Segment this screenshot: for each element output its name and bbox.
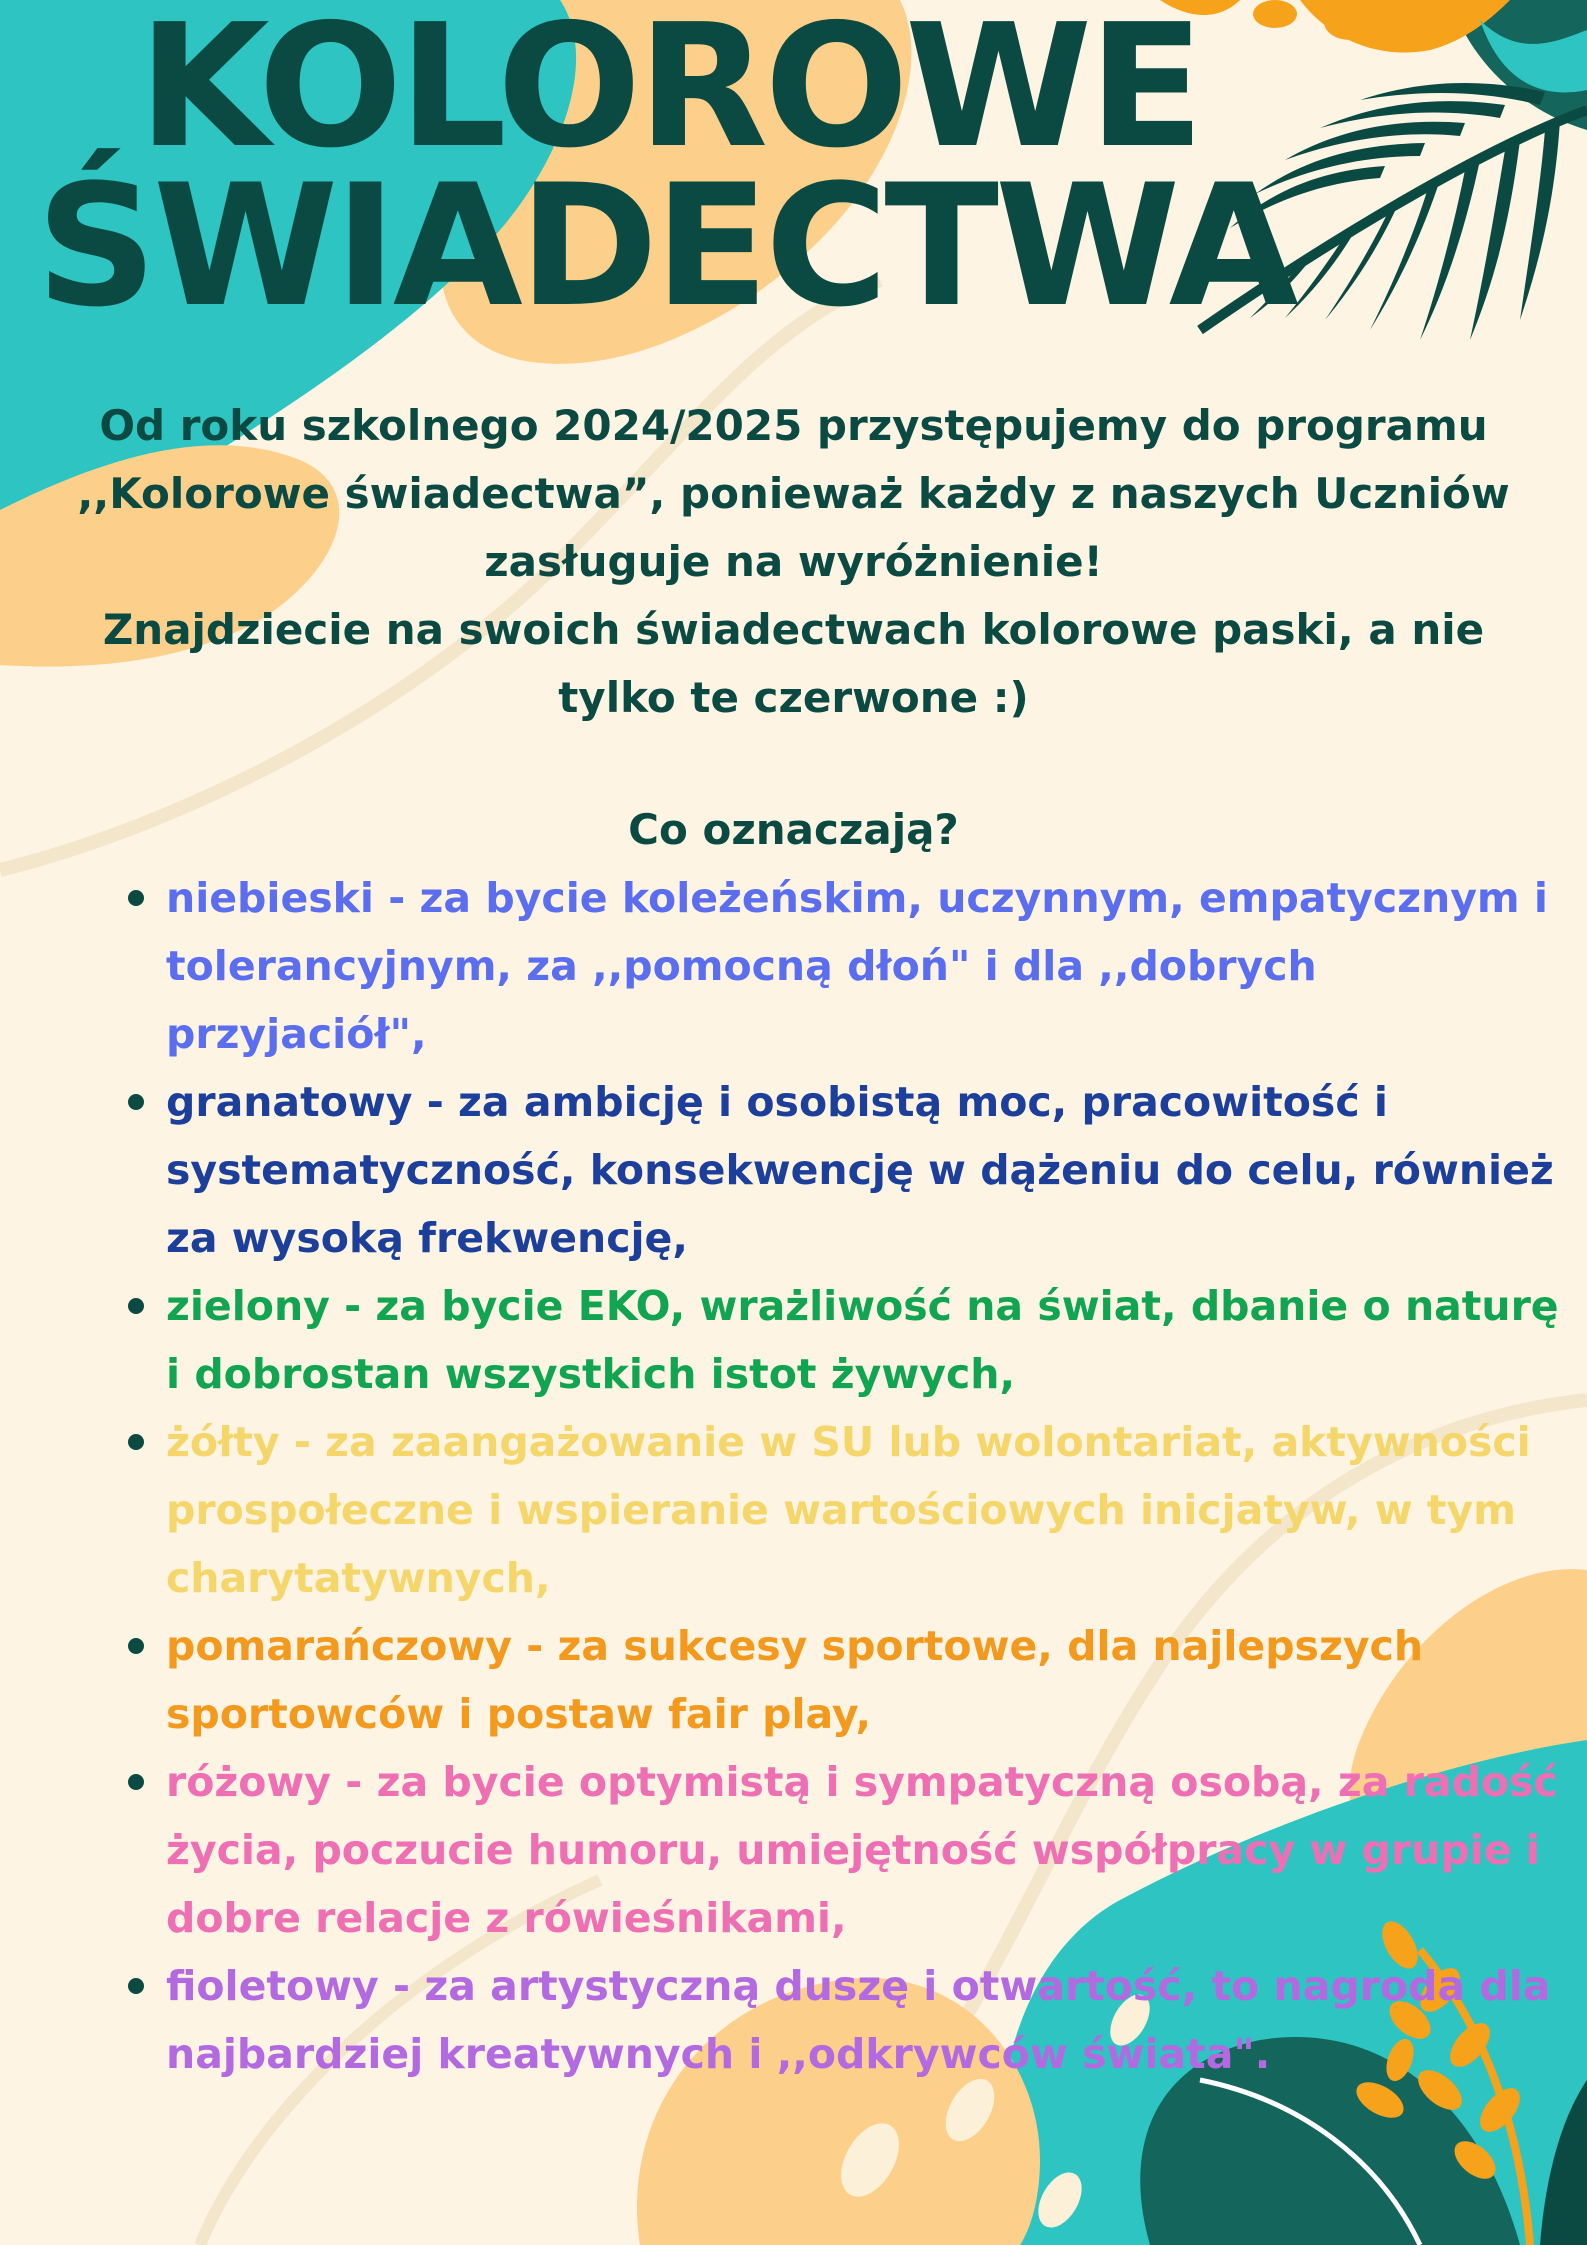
legend-item-purple (166, 1952, 1586, 2088)
legend-item-text: żółty - za zaangażowanie w SU lub wolontariat, aktywności prospołeczne i wspieranie wartościowych inicjatyw, w tym charytatywnych, (166, 1418, 1531, 1602)
legend-item-green (166, 1272, 1586, 1408)
legend-item-orange (166, 1612, 1586, 1748)
page-title-line-2: ŚWIADECTWA (36, 148, 1295, 344)
legend-item-text: pomarańczowy - za sukcesy sportowe, dla najlepszych sportowców i postaw fair play, (166, 1622, 1424, 1738)
legend-item-text: zielony - za bycie EKO, wrażliwość na świat, dbanie o naturę i dobrostan wszystkich istot żywych, (166, 1282, 1559, 1398)
bullet-icon (128, 1774, 144, 1790)
intro-paragraph-program: Od roku szkolnego 2024/2025 przystępujemy do programu ,,Kolorowe świadectwa”, ponieważ każdy z naszych Uczniów zasługuje na wyróżnienie! (77, 401, 1510, 586)
bullet-icon (128, 1298, 144, 1314)
legend-item-navy (166, 1068, 1586, 1272)
legend-item-text: różowy - za bycie optymistą i sympatyczną osobą, za radość życia, poczucie humoru, umiejętność współpracy w grupie i dobre relacje z rówieśnikami, (166, 1758, 1558, 1942)
legend-item-text: fioletowy - za artystyczną duszę i otwartość, to nagroda dla najbardziej kreatywnych i ,,odkrywców świata". (166, 1962, 1551, 2078)
bullet-icon (128, 1978, 144, 1994)
legend-item-pink (166, 1748, 1586, 1952)
bullet-icon (128, 1638, 144, 1654)
page-title-line-1: KOLOROWE (138, 0, 1201, 186)
legend-item-blue (166, 864, 1586, 1068)
legend-heading: Co oznaczają? (628, 805, 959, 854)
intro-paragraph-stripes: Znajdziecie na swoich świadectwach kolorowe paski, a nie tylko te czerwone :) (102, 605, 1485, 722)
bullet-icon (128, 890, 144, 906)
bullet-icon (128, 1094, 144, 1110)
legend-item-text: niebieski - za bycie koleżeńskim, uczynnym, empatycznym i tolerancyjnym, za ,,pomocną dłoń" i dla ,,dobrych przyjaciół", (166, 874, 1548, 1058)
intro-text (60, 392, 1527, 732)
legend-item-yellow (166, 1408, 1586, 1612)
legend-item-text: granatowy - za ambicję i osobistą moc, pracowitość i systematyczność, konsekwencję w dążeniu do celu, również za wysoką frekwencję, (166, 1078, 1554, 1262)
bullet-icon (128, 1434, 144, 1450)
stripe-color-legend (120, 864, 1586, 2088)
